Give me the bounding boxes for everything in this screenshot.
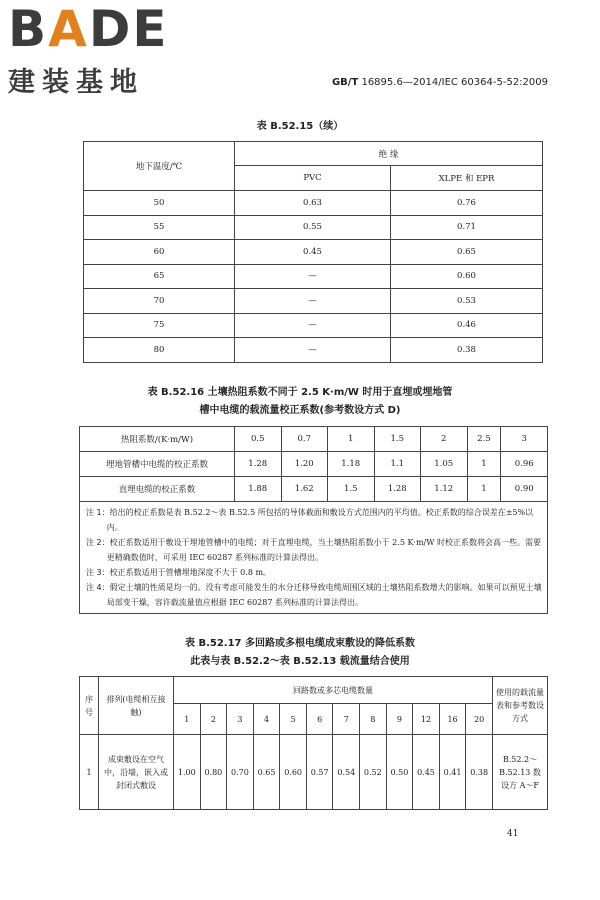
table2-cell: 1 [467, 477, 501, 502]
table1-header-xlpe: XLPE 和 EPR [391, 166, 543, 191]
table3-header-count: 回路数或多芯电缆数量 [174, 677, 493, 704]
table1-cell: 0.71 [391, 215, 543, 240]
table1-cell: 0.46 [391, 313, 543, 338]
table1-row [84, 338, 543, 363]
table3-count-header: 4 [253, 704, 280, 735]
table2-note-label: 注 2： [86, 538, 110, 547]
table1-cell: 75 [84, 313, 235, 338]
table1-cell: 0.55 [235, 215, 391, 240]
table2-note-label: 注 4： [86, 583, 110, 592]
table2-note [86, 580, 542, 610]
table2-cell: 1.62 [281, 477, 328, 502]
table2-note-text: 假定土壤的性质是均一的。没有考虑可能发生的水分迁移导致电缆周围区域的土壤热阻系数增大的影响。如果可以预见土壤局部变干燥，容许载流量值应根据 IEC 60287 系列标准的计算法得出。 [106, 583, 542, 607]
table2-note-label: 注 3： [86, 568, 110, 577]
table1-cell: 0.38 [391, 338, 543, 363]
table1-cell: 80 [84, 338, 235, 363]
table3-cell: 0.57 [306, 735, 333, 810]
table3-count-header: 2 [200, 704, 227, 735]
brand-logo [8, 0, 169, 99]
table3 [79, 676, 548, 810]
table1-cell: 60 [84, 240, 235, 265]
table3-count-header: 9 [386, 704, 413, 735]
table2-notes [80, 502, 548, 614]
table2-note [86, 565, 542, 580]
table3-count-header: 16 [439, 704, 466, 735]
table3-row-arrangement: 成束敷设在空气中，沿墙，嵌入或封闭式敷设 [99, 735, 174, 810]
table1-cell: 0.53 [391, 289, 543, 314]
table2-header-value: 1 [328, 427, 375, 452]
table1-cell: 0.45 [235, 240, 391, 265]
table1-cell: — [235, 313, 391, 338]
table1-cell: 65 [84, 264, 235, 289]
table2-header-label: 热阻系数/(K·m/W) [80, 427, 235, 452]
table2-header-value: 0.5 [235, 427, 282, 452]
table2-cell: 0.96 [501, 452, 548, 477]
table2-row [80, 452, 548, 477]
table2-cell: 1.5 [328, 477, 375, 502]
table1-cell: 55 [84, 215, 235, 240]
table2-cell: 1.88 [235, 477, 282, 502]
table3-caption-line1: 表 B.52.17 多回路或多根电缆成束敷设的降低系数 [184, 638, 415, 649]
table2-cell: 1.28 [374, 477, 421, 502]
table2-note [86, 505, 542, 535]
table2-header-value: 3 [501, 427, 548, 452]
table3-count-header: 20 [466, 704, 493, 735]
page-number: 41 [507, 829, 519, 839]
table2-cell: 1.12 [421, 477, 468, 502]
table2-cell: 1.18 [328, 452, 375, 477]
table3-count-header: 5 [280, 704, 307, 735]
table2-row-label: 直埋电缆的校正系数 [80, 477, 235, 502]
table2 [79, 426, 548, 614]
table2-header-value: 1.5 [374, 427, 421, 452]
table3-cell: 0.60 [280, 735, 307, 810]
table3-count-header: 6 [306, 704, 333, 735]
table2-note [86, 535, 542, 565]
table1-cell: 0.65 [391, 240, 543, 265]
table2-cell: 1.28 [235, 452, 282, 477]
table1-row [84, 264, 543, 289]
table3-row-no: 1 [80, 735, 99, 810]
standard-number: GB/T 16895.6—2014/IEC 60364-5-52:2009 [331, 77, 548, 88]
table2-note-text: 校正系数适用于管槽埋地深度不大于 0.8 m。 [109, 568, 272, 577]
logo-brand-text: BADE [8, 0, 169, 58]
table2-caption-line1: 表 B.52.16 土壤热阻系数不同于 2.5 K·m/W 时用于直埋或埋地管 [147, 387, 453, 398]
table1-cell: 0.63 [235, 191, 391, 216]
table2-cell: 1 [467, 452, 501, 477]
table2-cell: 1.20 [281, 452, 328, 477]
table2-header-value: 0.7 [281, 427, 328, 452]
table2-cell: 0.90 [501, 477, 548, 502]
table2-header-value: 2 [421, 427, 468, 452]
table3-count-header: 8 [360, 704, 387, 735]
table2-note-label: 注 1： [86, 508, 110, 517]
table1 [83, 141, 543, 363]
table3-caption-line2: 此表与表 B.52.2～表 B.52.13 载流量结合使用 [190, 656, 410, 667]
table1-caption: 表 B.52.15（续） [256, 121, 344, 132]
logo-subtitle: 建装基地 [8, 67, 144, 98]
table1-cell: 0.76 [391, 191, 543, 216]
table2-note-text: 校正系数适用于敷设于埋地管槽中的电缆；对于直埋电缆，当土壤热阻系数小于 2.5 K·m/W 时校正系数将会高一些。需要更精确数值时，可采用 IEC 60287 系列标准的计算法得出。 [106, 538, 542, 562]
table1-row [84, 191, 543, 216]
table3-row-method: B.52.2～B.52.13 数设方 A～F [493, 735, 548, 810]
table1-cell: — [235, 338, 391, 363]
table1-row [84, 289, 543, 314]
table3-cell: 0.80 [200, 735, 227, 810]
table2-note-text: 给出的校正系数是表 B.52.2～表 B.52.5 所包括的导体截面和敷设方式范围内的平均值。校正系数的综合误差在±5%以内。 [106, 508, 534, 532]
table2-row [80, 477, 548, 502]
table3-header-arrangement: 排列(电缆相互接触) [99, 677, 174, 735]
table1-cell: 50 [84, 191, 235, 216]
table2-cell: 1.05 [421, 452, 468, 477]
table3-cell: 1.00 [174, 735, 201, 810]
table3-cell: 0.38 [466, 735, 493, 810]
table3-cell: 0.70 [227, 735, 254, 810]
table3-cell: 0.54 [333, 735, 360, 810]
table1-header-temp: 地下温度/℃ [84, 142, 235, 191]
table1-cell: 0.60 [391, 264, 543, 289]
table3-cell: 0.52 [360, 735, 387, 810]
table3-count-header: 1 [174, 704, 201, 735]
table3-cell: 0.50 [386, 735, 413, 810]
table2-cell: 1.1 [374, 452, 421, 477]
table1-cell: — [235, 289, 391, 314]
table3-count-header: 3 [227, 704, 254, 735]
table3-cell: 0.65 [253, 735, 280, 810]
table2-row-label: 埋地管槽中电缆的校正系数 [80, 452, 235, 477]
table1-row [84, 313, 543, 338]
table3-cell: 0.45 [413, 735, 440, 810]
table3-cell: 0.41 [439, 735, 466, 810]
table3-header-no: 序号 [80, 677, 99, 735]
table1-header-insulation: 绝 缘 [235, 142, 543, 166]
table1-cell: 70 [84, 289, 235, 314]
table3-count-header: 7 [333, 704, 360, 735]
table1-header-pvc: PVC [235, 166, 391, 191]
table1-row [84, 215, 543, 240]
table3-count-header: 12 [413, 704, 440, 735]
table1-row [84, 240, 543, 265]
table2-header-value: 2.5 [467, 427, 501, 452]
table2-caption-line2: 槽中电缆的载流量校正系数(参考数设方式 D) [199, 405, 401, 416]
table1-cell: — [235, 264, 391, 289]
table3-header-method: 使用的载流量表和参考数设方式 [493, 677, 548, 735]
